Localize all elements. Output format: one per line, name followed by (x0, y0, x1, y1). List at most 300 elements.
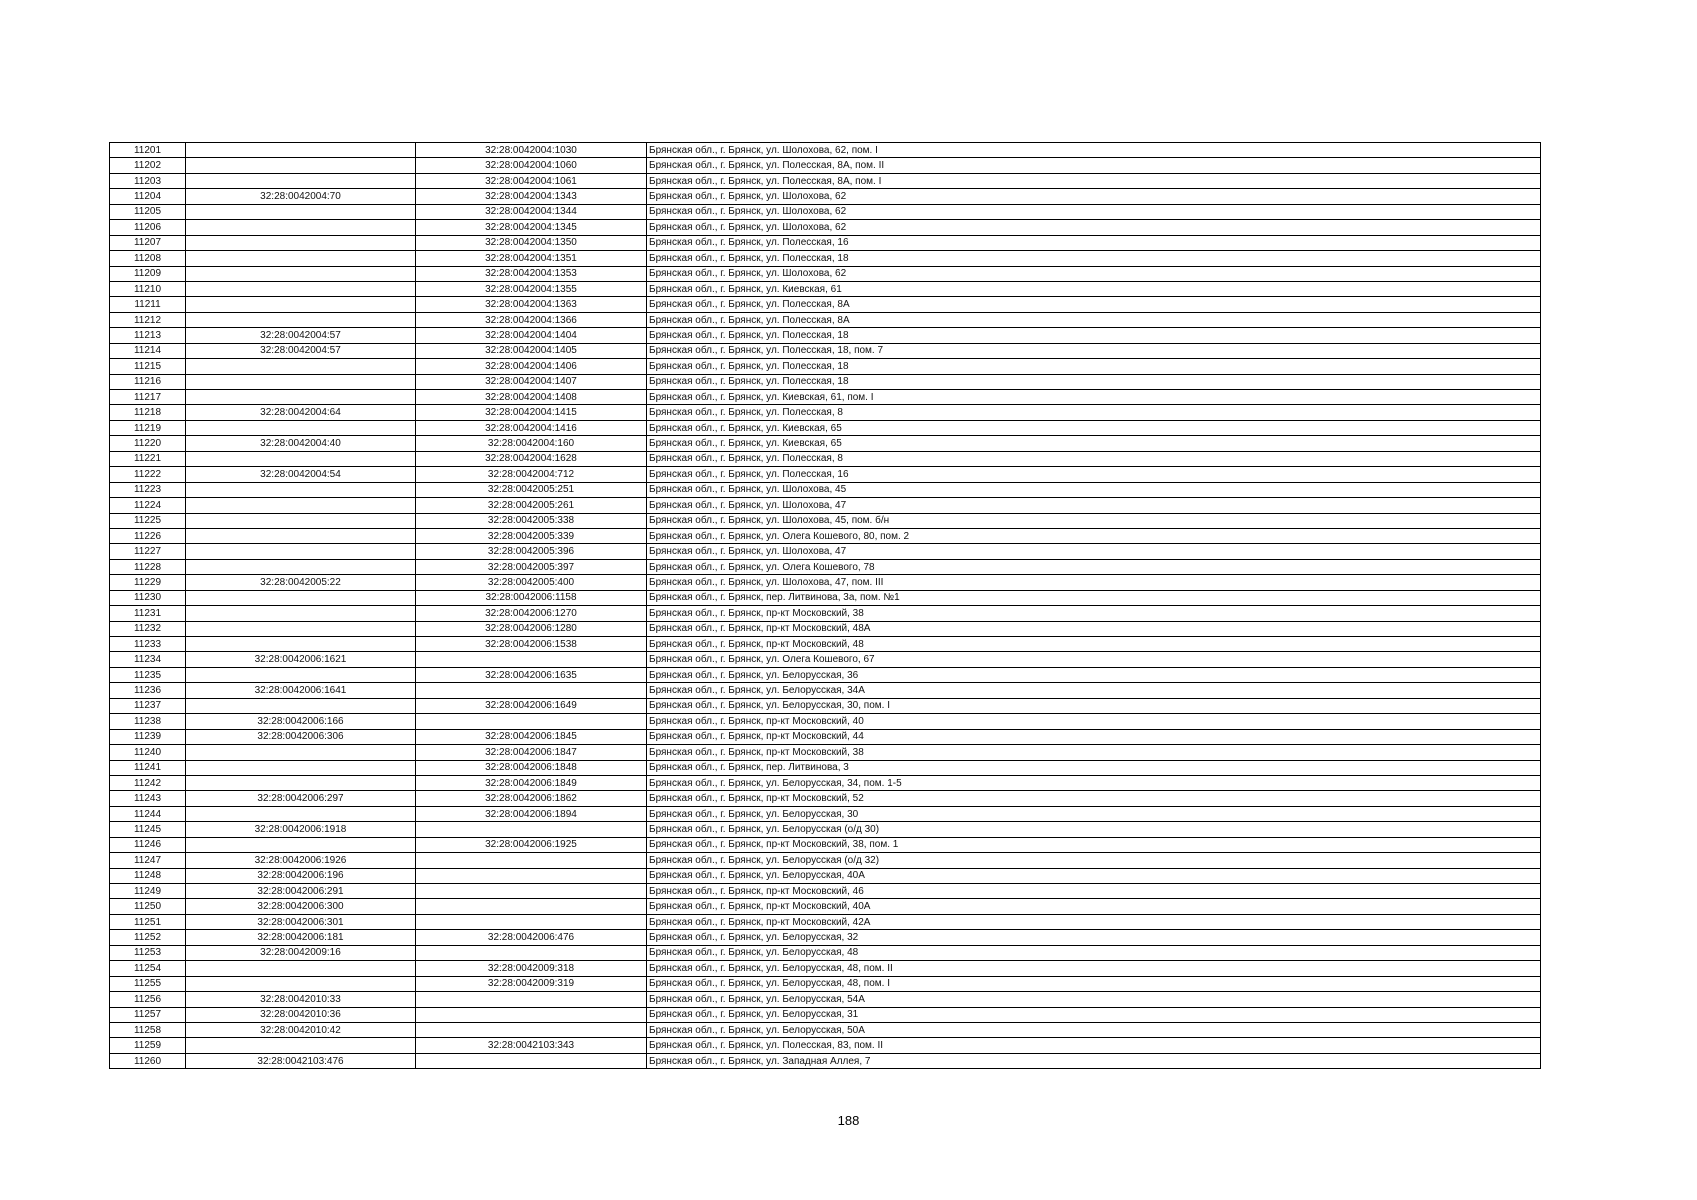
object-cadastral-number-cell (416, 683, 647, 698)
parcel-cadastral-number-cell (186, 1038, 416, 1053)
row-number-cell: 11210 (110, 281, 186, 296)
row-number-cell: 11248 (110, 868, 186, 883)
object-cadastral-number-cell (416, 992, 647, 1007)
address-cell: Брянская обл., г. Брянск, ул. Шолохова, 62 (647, 189, 1541, 204)
table-row (110, 559, 1541, 574)
parcel-cadastral-number-cell (186, 559, 416, 574)
address-cell: Брянская обл., г. Брянск, ул. Белорусская, 48, пом. I (647, 976, 1541, 991)
parcel-cadastral-number-cell: 32:28:0042006:297 (186, 791, 416, 806)
table-row (110, 714, 1541, 729)
address-cell: Брянская обл., г. Брянск, ул. Белорусская, 48 (647, 945, 1541, 960)
address-cell: Брянская обл., г. Брянск, пр-кт Московский, 40 (647, 714, 1541, 729)
address-cell: Брянская обл., г. Брянск, ул. Олега Кошевого, 80, пом. 2 (647, 528, 1541, 543)
address-cell: Брянская обл., г. Брянск, ул. Белорусская, 30 (647, 806, 1541, 821)
table-row (110, 359, 1541, 374)
address-cell: Брянская обл., г. Брянск, пр-кт Московский, 52 (647, 791, 1541, 806)
object-cadastral-number-cell: 32:28:0042004:1405 (416, 343, 647, 358)
address-cell: Брянская обл., г. Брянск, ул. Шолохова, 47 (647, 544, 1541, 559)
object-cadastral-number-cell: 32:28:0042004:1406 (416, 359, 647, 374)
address-cell: Брянская обл., г. Брянск, ул. Полесская, 8А (647, 312, 1541, 327)
address-cell: Брянская обл., г. Брянск, ул. Западная Аллея, 7 (647, 1053, 1541, 1068)
row-number-cell: 11208 (110, 251, 186, 266)
row-number-cell: 11229 (110, 575, 186, 590)
parcel-cadastral-number-cell (186, 528, 416, 543)
object-cadastral-number-cell: 32:28:0042006:1849 (416, 775, 647, 790)
object-cadastral-number-cell: 32:28:0042004:1060 (416, 158, 647, 173)
address-cell: Брянская обл., г. Брянск, ул. Полесская, 18 (647, 374, 1541, 389)
object-cadastral-number-cell: 32:28:0042006:1270 (416, 606, 647, 621)
row-number-cell: 11253 (110, 945, 186, 960)
object-cadastral-number-cell: 32:28:0042005:397 (416, 559, 647, 574)
object-cadastral-number-cell: 32:28:0042004:1415 (416, 405, 647, 420)
parcel-cadastral-number-cell: 32:28:0042006:1918 (186, 822, 416, 837)
row-number-cell: 11242 (110, 775, 186, 790)
table-row (110, 143, 1541, 158)
row-number-cell: 11225 (110, 513, 186, 528)
row-number-cell: 11202 (110, 158, 186, 173)
object-cadastral-number-cell (416, 914, 647, 929)
object-cadastral-number-cell: 32:28:0042005:396 (416, 544, 647, 559)
parcel-cadastral-number-cell: 32:28:0042006:166 (186, 714, 416, 729)
table-row (110, 575, 1541, 590)
table-row (110, 343, 1541, 358)
object-cadastral-number-cell: 32:28:0042006:1847 (416, 745, 647, 760)
address-cell: Брянская обл., г. Брянск, ул. Белорусская (о/д 30) (647, 822, 1541, 837)
parcel-cadastral-number-cell (186, 667, 416, 682)
row-number-cell: 11256 (110, 992, 186, 1007)
table-row (110, 266, 1541, 281)
address-cell: Брянская обл., г. Брянск, пр-кт Московский, 38 (647, 745, 1541, 760)
row-number-cell: 11203 (110, 173, 186, 188)
table-row (110, 853, 1541, 868)
object-cadastral-number-cell: 32:28:0042005:338 (416, 513, 647, 528)
address-cell: Брянская обл., г. Брянск, пер. Литвинова, 3а, пом. №1 (647, 590, 1541, 605)
parcel-cadastral-number-cell (186, 961, 416, 976)
address-cell: Брянская обл., г. Брянск, ул. Киевская, 65 (647, 436, 1541, 451)
row-number-cell: 11247 (110, 853, 186, 868)
table-row (110, 806, 1541, 821)
table-row (110, 328, 1541, 343)
address-cell: Брянская обл., г. Брянск, ул. Полесская, 18 (647, 328, 1541, 343)
row-number-cell: 11240 (110, 745, 186, 760)
row-number-cell: 11244 (110, 806, 186, 821)
parcel-cadastral-number-cell (186, 498, 416, 513)
row-number-cell: 11227 (110, 544, 186, 559)
address-cell: Брянская обл., г. Брянск, ул. Шолохова, 62 (647, 204, 1541, 219)
row-number-cell: 11255 (110, 976, 186, 991)
row-number-cell: 11234 (110, 652, 186, 667)
table-row (110, 914, 1541, 929)
table-row (110, 945, 1541, 960)
address-cell: Брянская обл., г. Брянск, ул. Олега Кошевого, 67 (647, 652, 1541, 667)
row-number-cell: 11212 (110, 312, 186, 327)
parcel-cadastral-number-cell (186, 451, 416, 466)
table-row (110, 374, 1541, 389)
row-number-cell: 11205 (110, 204, 186, 219)
row-number-cell: 11246 (110, 837, 186, 852)
table-row (110, 1007, 1541, 1022)
row-number-cell: 11217 (110, 390, 186, 405)
object-cadastral-number-cell: 32:28:0042004:1344 (416, 204, 647, 219)
parcel-cadastral-number-cell (186, 173, 416, 188)
row-number-cell: 11254 (110, 961, 186, 976)
table-row (110, 158, 1541, 173)
address-cell: Брянская обл., г. Брянск, ул. Белорусская, 36 (647, 667, 1541, 682)
parcel-cadastral-number-cell (186, 204, 416, 219)
address-cell: Брянская обл., г. Брянск, ул. Белорусская, 31 (647, 1007, 1541, 1022)
row-number-cell: 11220 (110, 436, 186, 451)
table-row (110, 992, 1541, 1007)
object-cadastral-number-cell: 32:28:0042004:1061 (416, 173, 647, 188)
row-number-cell: 11260 (110, 1053, 186, 1068)
address-cell: Брянская обл., г. Брянск, ул. Шолохова, 62 (647, 266, 1541, 281)
object-cadastral-number-cell (416, 884, 647, 899)
parcel-cadastral-number-cell: 32:28:0042103:476 (186, 1053, 416, 1068)
object-cadastral-number-cell (416, 652, 647, 667)
row-number-cell: 11252 (110, 930, 186, 945)
object-cadastral-number-cell: 32:28:0042004:1030 (416, 143, 647, 158)
object-cadastral-number-cell: 32:28:0042005:251 (416, 482, 647, 497)
object-cadastral-number-cell: 32:28:0042005:261 (416, 498, 647, 513)
row-number-cell: 11221 (110, 451, 186, 466)
address-cell: Брянская обл., г. Брянск, пр-кт Московский, 48А (647, 621, 1541, 636)
object-cadastral-number-cell: 32:28:0042004:1355 (416, 281, 647, 296)
object-cadastral-number-cell: 32:28:0042006:1894 (416, 806, 647, 821)
address-cell: Брянская обл., г. Брянск, ул. Белорусская, 48, пом. II (647, 961, 1541, 976)
parcel-cadastral-number-cell: 32:28:0042004:57 (186, 343, 416, 358)
parcel-cadastral-number-cell (186, 806, 416, 821)
address-cell: Брянская обл., г. Брянск, пр-кт Московский, 48 (647, 637, 1541, 652)
table-row (110, 482, 1541, 497)
object-cadastral-number-cell: 32:28:0042005:400 (416, 575, 647, 590)
table-row (110, 729, 1541, 744)
parcel-cadastral-number-cell: 32:28:0042010:42 (186, 1022, 416, 1037)
object-cadastral-number-cell (416, 853, 647, 868)
address-cell: Брянская обл., г. Брянск, ул. Полесская, 8А, пом. II (647, 158, 1541, 173)
address-cell: Брянская обл., г. Брянск, ул. Шолохова, 45, пом. б/н (647, 513, 1541, 528)
row-number-cell: 11241 (110, 760, 186, 775)
table-row (110, 451, 1541, 466)
table-row (110, 976, 1541, 991)
table-row (110, 745, 1541, 760)
row-number-cell: 11232 (110, 621, 186, 636)
row-number-cell: 11226 (110, 528, 186, 543)
address-cell: Брянская обл., г. Брянск, ул. Шолохова, 47, пом. III (647, 575, 1541, 590)
address-cell: Брянская обл., г. Брянск, ул. Полесская, 16 (647, 235, 1541, 250)
row-number-cell: 11231 (110, 606, 186, 621)
registry-table-body (110, 143, 1541, 1069)
table-row (110, 837, 1541, 852)
table-row (110, 683, 1541, 698)
address-cell: Брянская обл., г. Брянск, ул. Полесская, 18, пом. 7 (647, 343, 1541, 358)
object-cadastral-number-cell (416, 1053, 647, 1068)
object-cadastral-number-cell: 32:28:0042004:160 (416, 436, 647, 451)
row-number-cell: 11259 (110, 1038, 186, 1053)
row-number-cell: 11206 (110, 220, 186, 235)
address-cell: Брянская обл., г. Брянск, ул. Белорусская, 30, пом. I (647, 698, 1541, 713)
address-cell: Брянская обл., г. Брянск, ул. Полесская, 8А, пом. I (647, 173, 1541, 188)
object-cadastral-number-cell: 32:28:0042006:1649 (416, 698, 647, 713)
parcel-cadastral-number-cell: 32:28:0042006:196 (186, 868, 416, 883)
parcel-cadastral-number-cell (186, 374, 416, 389)
object-cadastral-number-cell: 32:28:0042004:1404 (416, 328, 647, 343)
parcel-cadastral-number-cell: 32:28:0042006:1621 (186, 652, 416, 667)
object-cadastral-number-cell (416, 945, 647, 960)
parcel-cadastral-number-cell (186, 775, 416, 790)
parcel-cadastral-number-cell (186, 698, 416, 713)
object-cadastral-number-cell: 32:28:0042004:1343 (416, 189, 647, 204)
parcel-cadastral-number-cell (186, 251, 416, 266)
address-cell: Брянская обл., г. Брянск, ул. Белорусская, 32 (647, 930, 1541, 945)
object-cadastral-number-cell: 32:28:0042103:343 (416, 1038, 647, 1053)
table-row (110, 436, 1541, 451)
table-row (110, 621, 1541, 636)
address-cell: Брянская обл., г. Брянск, ул. Полесская, 8 (647, 451, 1541, 466)
parcel-cadastral-number-cell (186, 266, 416, 281)
object-cadastral-number-cell: 32:28:0042006:1635 (416, 667, 647, 682)
parcel-cadastral-number-cell (186, 158, 416, 173)
table-row (110, 930, 1541, 945)
parcel-cadastral-number-cell (186, 420, 416, 435)
row-number-cell: 11237 (110, 698, 186, 713)
object-cadastral-number-cell: 32:28:0042004:1628 (416, 451, 647, 466)
row-number-cell: 11245 (110, 822, 186, 837)
table-row (110, 1053, 1541, 1068)
row-number-cell: 11233 (110, 637, 186, 652)
row-number-cell: 11257 (110, 1007, 186, 1022)
parcel-cadastral-number-cell (186, 281, 416, 296)
table-row (110, 204, 1541, 219)
parcel-cadastral-number-cell (186, 760, 416, 775)
address-cell: Брянская обл., г. Брянск, ул. Белорусская, 40А (647, 868, 1541, 883)
address-cell: Брянская обл., г. Брянск, ул. Полесская, 8А (647, 297, 1541, 312)
address-cell: Брянская обл., г. Брянск, ул. Киевская, 61, пом. I (647, 390, 1541, 405)
address-cell: Брянская обл., г. Брянск, ул. Киевская, 61 (647, 281, 1541, 296)
parcel-cadastral-number-cell: 32:28:0042009:16 (186, 945, 416, 960)
parcel-cadastral-number-cell: 32:28:0042005:22 (186, 575, 416, 590)
address-cell: Брянская обл., г. Брянск, пр-кт Московский, 46 (647, 884, 1541, 899)
parcel-cadastral-number-cell (186, 606, 416, 621)
object-cadastral-number-cell: 32:28:0042004:1407 (416, 374, 647, 389)
row-number-cell: 11228 (110, 559, 186, 574)
object-cadastral-number-cell: 32:28:0042006:1280 (416, 621, 647, 636)
object-cadastral-number-cell (416, 868, 647, 883)
table-row (110, 698, 1541, 713)
address-cell: Брянская обл., г. Брянск, ул. Белорусская (о/д 32) (647, 853, 1541, 868)
table-row (110, 528, 1541, 543)
object-cadastral-number-cell (416, 1007, 647, 1022)
parcel-cadastral-number-cell (186, 544, 416, 559)
row-number-cell: 11235 (110, 667, 186, 682)
object-cadastral-number-cell: 32:28:0042005:339 (416, 528, 647, 543)
address-cell: Брянская обл., г. Брянск, ул. Белорусская, 34, пом. 1-5 (647, 775, 1541, 790)
object-cadastral-number-cell: 32:28:0042006:1862 (416, 791, 647, 806)
table-row (110, 884, 1541, 899)
object-cadastral-number-cell: 32:28:0042006:1848 (416, 760, 647, 775)
table-row (110, 868, 1541, 883)
address-cell: Брянская обл., г. Брянск, ул. Белорусская, 34А (647, 683, 1541, 698)
table-row (110, 1038, 1541, 1053)
address-cell: Брянская обл., г. Брянск, ул. Шолохова, 62 (647, 220, 1541, 235)
parcel-cadastral-number-cell (186, 513, 416, 528)
parcel-cadastral-number-cell: 32:28:0042004:70 (186, 189, 416, 204)
table-row (110, 513, 1541, 528)
table-row (110, 235, 1541, 250)
object-cadastral-number-cell: 32:28:0042004:1350 (416, 235, 647, 250)
row-number-cell: 11224 (110, 498, 186, 513)
parcel-cadastral-number-cell: 32:28:0042006:300 (186, 899, 416, 914)
parcel-cadastral-number-cell (186, 220, 416, 235)
object-cadastral-number-cell: 32:28:0042009:319 (416, 976, 647, 991)
parcel-cadastral-number-cell (186, 297, 416, 312)
row-number-cell: 11222 (110, 467, 186, 482)
table-row (110, 667, 1541, 682)
object-cadastral-number-cell (416, 714, 647, 729)
address-cell: Брянская обл., г. Брянск, ул. Киевская, 65 (647, 420, 1541, 435)
row-number-cell: 11218 (110, 405, 186, 420)
address-cell: Брянская обл., г. Брянск, ул. Полесская, 18 (647, 359, 1541, 374)
table-row (110, 220, 1541, 235)
object-cadastral-number-cell: 32:28:0042004:712 (416, 467, 647, 482)
parcel-cadastral-number-cell: 32:28:0042004:57 (186, 328, 416, 343)
parcel-cadastral-number-cell (186, 235, 416, 250)
parcel-cadastral-number-cell: 32:28:0042006:181 (186, 930, 416, 945)
parcel-cadastral-number-cell: 32:28:0042006:306 (186, 729, 416, 744)
address-cell: Брянская обл., г. Брянск, ул. Полесская, 18 (647, 251, 1541, 266)
table-row (110, 606, 1541, 621)
row-number-cell: 11243 (110, 791, 186, 806)
address-cell: Брянская обл., г. Брянск, ул. Белорусская, 50А (647, 1022, 1541, 1037)
row-number-cell: 11239 (110, 729, 186, 744)
table-row (110, 312, 1541, 327)
parcel-cadastral-number-cell (186, 590, 416, 605)
parcel-cadastral-number-cell: 32:28:0042006:291 (186, 884, 416, 899)
row-number-cell: 11249 (110, 884, 186, 899)
table-row (110, 637, 1541, 652)
parcel-cadastral-number-cell (186, 621, 416, 636)
parcel-cadastral-number-cell: 32:28:0042004:40 (186, 436, 416, 451)
table-row (110, 498, 1541, 513)
table-row (110, 590, 1541, 605)
row-number-cell: 11201 (110, 143, 186, 158)
row-number-cell: 11211 (110, 297, 186, 312)
object-cadastral-number-cell: 32:28:0042006:1538 (416, 637, 647, 652)
table-row (110, 775, 1541, 790)
address-cell: Брянская обл., г. Брянск, пер. Литвинова, 3 (647, 760, 1541, 775)
page-number: 188 (837, 1113, 860, 1128)
parcel-cadastral-number-cell (186, 359, 416, 374)
table-row (110, 189, 1541, 204)
parcel-cadastral-number-cell: 32:28:0042006:301 (186, 914, 416, 929)
row-number-cell: 11251 (110, 914, 186, 929)
table-row (110, 467, 1541, 482)
row-number-cell: 11230 (110, 590, 186, 605)
table-row (110, 544, 1541, 559)
address-cell: Брянская обл., г. Брянск, пр-кт Московский, 42А (647, 914, 1541, 929)
object-cadastral-number-cell: 32:28:0042009:318 (416, 961, 647, 976)
row-number-cell: 11223 (110, 482, 186, 497)
row-number-cell: 11214 (110, 343, 186, 358)
parcel-cadastral-number-cell: 32:28:0042010:36 (186, 1007, 416, 1022)
table-row (110, 899, 1541, 914)
address-cell: Брянская обл., г. Брянск, ул. Полесская, 8 (647, 405, 1541, 420)
address-cell: Брянская обл., г. Брянск, ул. Олега Кошевого, 78 (647, 559, 1541, 574)
object-cadastral-number-cell (416, 1022, 647, 1037)
object-cadastral-number-cell: 32:28:0042004:1416 (416, 420, 647, 435)
parcel-cadastral-number-cell (186, 312, 416, 327)
table-row (110, 297, 1541, 312)
row-number-cell: 11207 (110, 235, 186, 250)
table-row (110, 251, 1541, 266)
object-cadastral-number-cell: 32:28:0042006:1925 (416, 837, 647, 852)
row-number-cell: 11204 (110, 189, 186, 204)
parcel-cadastral-number-cell (186, 745, 416, 760)
parcel-cadastral-number-cell: 32:28:0042004:64 (186, 405, 416, 420)
parcel-cadastral-number-cell (186, 976, 416, 991)
row-number-cell: 11258 (110, 1022, 186, 1037)
address-cell: Брянская обл., г. Брянск, ул. Полесская, 83, пом. II (647, 1038, 1541, 1053)
table-row (110, 1022, 1541, 1037)
table-row (110, 791, 1541, 806)
object-cadastral-number-cell (416, 899, 647, 914)
parcel-cadastral-number-cell (186, 390, 416, 405)
object-cadastral-number-cell (416, 822, 647, 837)
object-cadastral-number-cell: 32:28:0042004:1366 (416, 312, 647, 327)
parcel-cadastral-number-cell (186, 482, 416, 497)
table-row (110, 405, 1541, 420)
address-cell: Брянская обл., г. Брянск, ул. Полесская, 16 (647, 467, 1541, 482)
address-cell: Брянская обл., г. Брянск, ул. Шолохова, 45 (647, 482, 1541, 497)
row-number-cell: 11216 (110, 374, 186, 389)
row-number-cell: 11209 (110, 266, 186, 281)
table-row (110, 420, 1541, 435)
row-number-cell: 11250 (110, 899, 186, 914)
object-cadastral-number-cell: 32:28:0042006:1158 (416, 590, 647, 605)
parcel-cadastral-number-cell (186, 837, 416, 852)
object-cadastral-number-cell: 32:28:0042004:1408 (416, 390, 647, 405)
address-cell: Брянская обл., г. Брянск, ул. Шолохова, 62, пом. I (647, 143, 1541, 158)
object-cadastral-number-cell: 32:28:0042004:1345 (416, 220, 647, 235)
parcel-cadastral-number-cell: 32:28:0042004:54 (186, 467, 416, 482)
parcel-cadastral-number-cell (186, 637, 416, 652)
row-number-cell: 11213 (110, 328, 186, 343)
row-number-cell: 11236 (110, 683, 186, 698)
address-cell: Брянская обл., г. Брянск, пр-кт Московский, 44 (647, 729, 1541, 744)
table-row (110, 652, 1541, 667)
address-cell: Брянская обл., г. Брянск, пр-кт Московский, 38 (647, 606, 1541, 621)
object-cadastral-number-cell: 32:28:0042004:1363 (416, 297, 647, 312)
parcel-cadastral-number-cell: 32:28:0042006:1926 (186, 853, 416, 868)
table-row (110, 961, 1541, 976)
row-number-cell: 11219 (110, 420, 186, 435)
parcel-cadastral-number-cell: 32:28:0042010:33 (186, 992, 416, 1007)
row-number-cell: 11215 (110, 359, 186, 374)
parcel-cadastral-number-cell: 32:28:0042006:1641 (186, 683, 416, 698)
address-cell: Брянская обл., г. Брянск, ул. Белорусская, 54А (647, 992, 1541, 1007)
table-row (110, 822, 1541, 837)
address-cell: Брянская обл., г. Брянск, пр-кт Московский, 38, пом. 1 (647, 837, 1541, 852)
address-cell: Брянская обл., г. Брянск, пр-кт Московский, 40А (647, 899, 1541, 914)
registry-table (109, 142, 1541, 1069)
parcel-cadastral-number-cell (186, 143, 416, 158)
table-row (110, 173, 1541, 188)
object-cadastral-number-cell: 32:28:0042006:476 (416, 930, 647, 945)
object-cadastral-number-cell: 32:28:0042006:1845 (416, 729, 647, 744)
object-cadastral-number-cell: 32:28:0042004:1351 (416, 251, 647, 266)
row-number-cell: 11238 (110, 714, 186, 729)
table-row (110, 760, 1541, 775)
table-row (110, 390, 1541, 405)
